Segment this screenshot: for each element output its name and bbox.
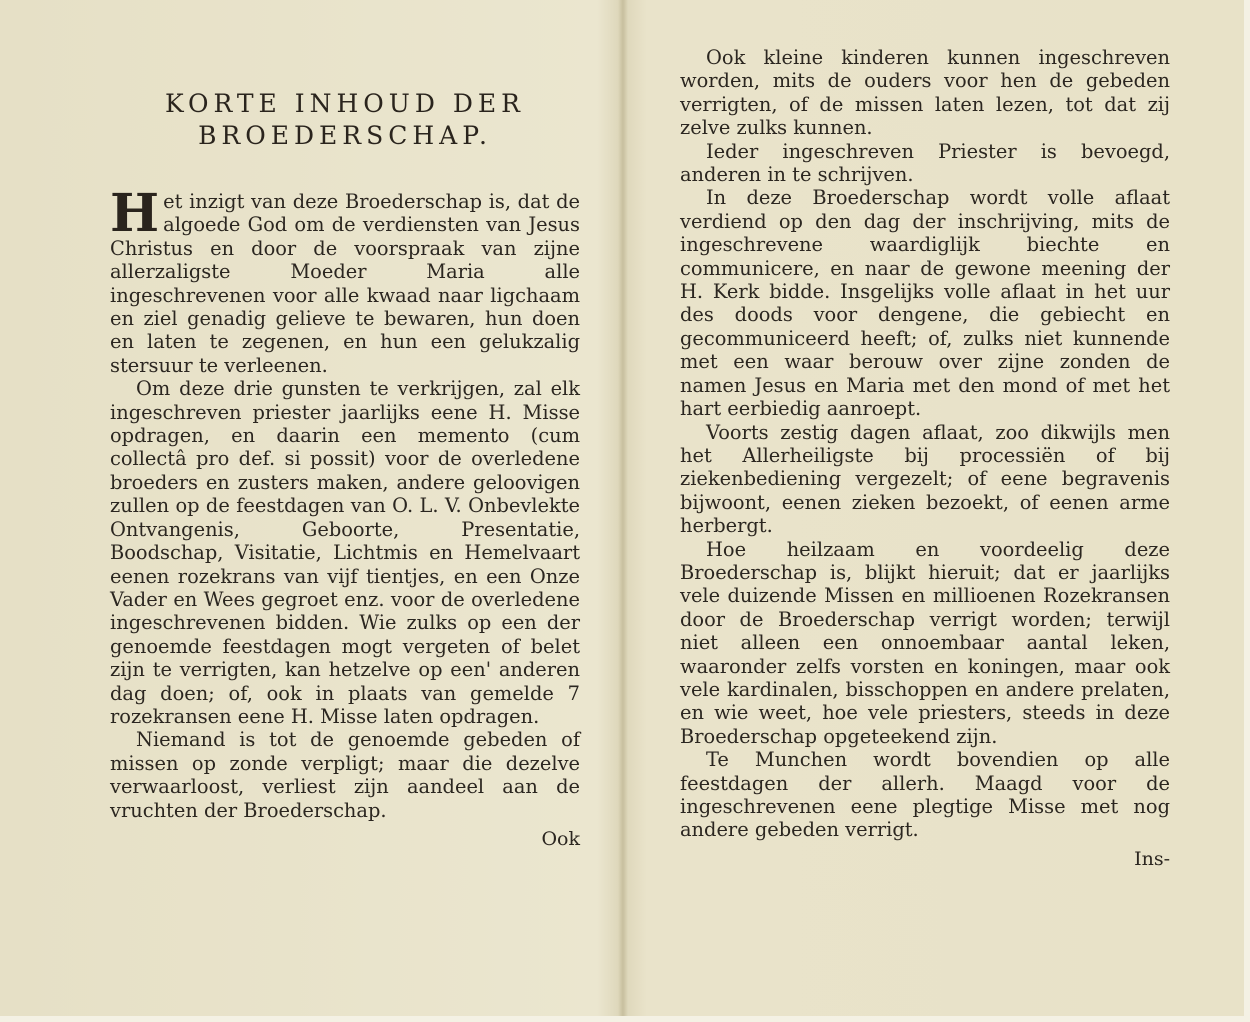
paragraph: Ook kleine kinderen kunnen ingeschreven worden, mits de ouders voor hen de gebeden verrigten, of de missen laten lezen, tot dat zij zelve zulks kunnen. bbox=[680, 46, 1170, 140]
paragraph: Voorts zestig dagen aflaat, zoo dikwijls men het Allerheiligste bij processiën of bij ziekenbediening vergezelt; of eene begravenis bijwoont, eenen zieken bezoekt, of eenen arme herbergt. bbox=[680, 420, 1170, 538]
drop-cap: H bbox=[110, 183, 160, 244]
paragraph: Ieder ingeschreven Priester is bevoegd, anderen in te schrijven. bbox=[680, 139, 1170, 187]
right-body bbox=[680, 46, 1170, 871]
paragraph: Te Munchen wordt bovendien op alle feestdagen der allerh. Maagd voor de ingeschrevenen eene plegtige Misse met nog andere gebeden verrigt. bbox=[680, 748, 1170, 842]
paragraph bbox=[110, 183, 580, 377]
left-body bbox=[110, 183, 580, 851]
catchword: Ook bbox=[541, 827, 580, 850]
paragraph: Hoe heilzaam en voordeelig deze Broederschap is, blijkt hieruit; dat er jaarlijks vele duizende Missen en millioenen Rozekransen door de Broederschap verrigt worden; terwijl niet alleen een onnoembaar aantal leken, waaronder zelfs vorsten en koningen, maar ook vele kardinalen, bisschoppen en andere prelaten, en wie weet, hoe vele priesters, steeds in deze Broederschap opgeteekend zijn. bbox=[680, 537, 1170, 748]
catchword: Ins- bbox=[1134, 847, 1170, 870]
page-title bbox=[110, 88, 580, 152]
paragraph: Niemand is tot de genoemde gebeden of missen op zonde verpligt; maar die dezelve verwaarloost, verliest zijn aandeel aan de vruchten der Broederschap. bbox=[110, 728, 580, 822]
title-line-1: KORTE INHOUD DER bbox=[165, 89, 525, 118]
paragraph: Om deze drie gunsten te verkrijgen, zal elk ingeschreven priester jaarlijks eene H. Misse opdragen, en daarin een memento (cum collectâ pro def. si possit) voor de overledene broeders en zusters maken, andere geloovigen zullen op de feestdagen van O. L. V. Onbevlekte Ontvangenis, Geboorte, Presentatie, Boodschap, Visitatie, Lichtmis en Hemelvaart eenen rozekrans van vijf tientjes, en een Onze Vader en Wees gegroet enz. voor de overledene ingeschrevenen bidden. Wie zulks op een der genoemde feestdagen mogt vergeten of belet zijn te verrigten, kan hetzelve op een' anderen dag doen; of, ook in plaats van gemelde 7 rozekransen eene H. Misse laten opdragen. bbox=[110, 377, 580, 728]
paragraph: In deze Broederschap wordt volle aflaat verdiend op den dag der inschrijving, mits de ingeschrevene waardiglijk biechte en communicere, en naar de gewone meening der H. Kerk bidde. Insgelijks volle aflaat in het uur des doods voor dengene, die gebiecht en gecommuniceerd heeft; of, zulks niet kunnende met een waar berouw over zijne zonden de namen Jesus en Maria met den mond of met het hart eerbiedig aanroept. bbox=[680, 186, 1170, 421]
title-line-2: BROEDERSCHAP. bbox=[198, 121, 492, 150]
right-page bbox=[680, 0, 1170, 871]
page-fold bbox=[618, 0, 628, 1016]
left-page bbox=[110, 0, 580, 851]
paragraph-text: et inzigt van deze Broederschap is, dat de algoede God om de verdiensten van Jesus Christus en door de voorspraak van zijne allerzaligste Moeder Maria alle ingeschrevenen voor alle kwaad naar ligchaam en ziel genadig gelieve te bewaren, hun doen en laten te zegenen, en hun een gelukzalig stersuur te verleenen. bbox=[110, 190, 580, 377]
